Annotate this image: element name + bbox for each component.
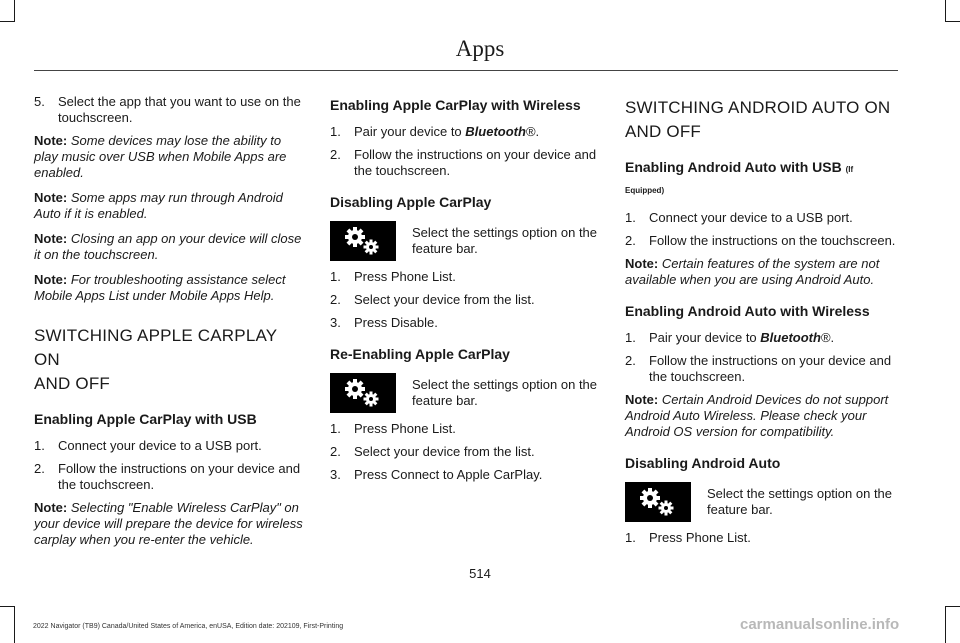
header-divider	[34, 70, 898, 71]
subheading: Enabling Apple CarPlay with USB	[34, 411, 257, 427]
note: Note: Certain features of the system are not available when you are using Android Auto.	[625, 256, 880, 287]
note: Note: For troubleshooting assistance select Mobile Apps List under Mobile Apps Help.	[34, 272, 286, 303]
crop-mark	[945, 606, 946, 643]
list-item: 1. Press Phone List.	[625, 530, 751, 545]
list-item: 2. Select your device from the list.	[330, 292, 535, 307]
section-heading: SWITCHING ANDROID AUTO ON AND OFF	[625, 98, 891, 141]
crop-mark	[0, 21, 14, 22]
list-item: 1. Press Phone List.	[330, 421, 456, 436]
step-number: 5.	[34, 94, 45, 109]
list-item: 2. Follow the instructions on your device and the touchscreen.	[34, 461, 301, 492]
gear-icon	[625, 482, 691, 522]
step-text: Select the app that you want to use on the touchscreen.	[58, 94, 301, 125]
crop-mark	[945, 0, 946, 22]
page-number: 514	[469, 566, 491, 581]
list-item: 1. Connect your device to a USB port.	[34, 438, 262, 453]
list-item: 2. Follow the instructions on the touchscreen.	[625, 233, 896, 248]
page-title: Apps	[455, 36, 505, 61]
note: Note: Closing an app on your device will close it on the touchscreen.	[34, 231, 302, 262]
icon-caption: Select the settings option on the feature bar.	[412, 377, 598, 408]
icon-row	[330, 373, 600, 413]
crop-mark	[0, 606, 14, 607]
icon-row	[625, 482, 897, 522]
crop-mark	[14, 0, 15, 22]
note: Note: Certain Android Devices do not support Android Auto Wireless. Please check your Android OS version for compatibility.	[625, 392, 889, 439]
note: Note: Selecting "Enable Wireless CarPlay" on your device will prepare the device for wireless carplay when you re-enter the vehicle.	[34, 500, 303, 547]
list-item: 2. Follow the instructions on your device and the touchscreen.	[625, 353, 892, 384]
subheading: Enabling Apple CarPlay with Wireless	[330, 97, 581, 113]
list-item: 1. Pair your device to Bluetooth®.	[330, 124, 540, 139]
list-item: 1. Pair your device to Bluetooth®.	[625, 330, 835, 345]
subheading: Disabling Android Auto	[625, 455, 781, 471]
crop-mark	[946, 21, 960, 22]
list-item: 1. Press Phone List.	[330, 269, 456, 284]
column-left	[34, 94, 304, 557]
section-heading: SWITCHING APPLE CARPLAY ON AND OFF	[34, 326, 277, 393]
subheading: Enabling Android Auto with USB (If Equipped)	[625, 159, 854, 195]
watermark: carmanualsonline.info	[740, 616, 900, 633]
list-item: 3. Press Disable.	[330, 315, 438, 330]
gear-icon	[330, 221, 396, 261]
subheading: Disabling Apple CarPlay	[330, 194, 492, 210]
crop-mark	[14, 606, 15, 643]
column-middle	[330, 94, 600, 490]
note: Note: Some devices may lose the ability to play music over USB when Mobile Apps are enabled.	[34, 133, 287, 180]
note: Note: Some apps may run through Android Auto if it is enabled.	[34, 190, 283, 221]
icon-row	[330, 221, 600, 261]
footer-text: 2022 Navigator (TB9) Canada/United States of America, enUSA, Edition date: 202109, First-Printing	[33, 623, 344, 630]
list-item	[34, 94, 304, 126]
crop-mark	[946, 606, 960, 607]
icon-caption: Select the settings option on the feature bar.	[412, 225, 598, 256]
gear-icon	[330, 373, 396, 413]
icon-caption: Select the settings option on the feature bar.	[707, 486, 893, 517]
list-item: 2. Select your device from the list.	[330, 444, 535, 459]
list-item: 1. Connect your device to a USB port.	[625, 210, 853, 225]
column-right	[625, 94, 897, 553]
list-item: 3. Press Connect to Apple CarPlay.	[330, 467, 543, 482]
subheading: Enabling Android Auto with Wireless	[625, 303, 870, 319]
subheading: Re-Enabling Apple CarPlay	[330, 346, 510, 362]
list-item: 2. Follow the instructions on your device and the touchscreen.	[330, 147, 597, 178]
